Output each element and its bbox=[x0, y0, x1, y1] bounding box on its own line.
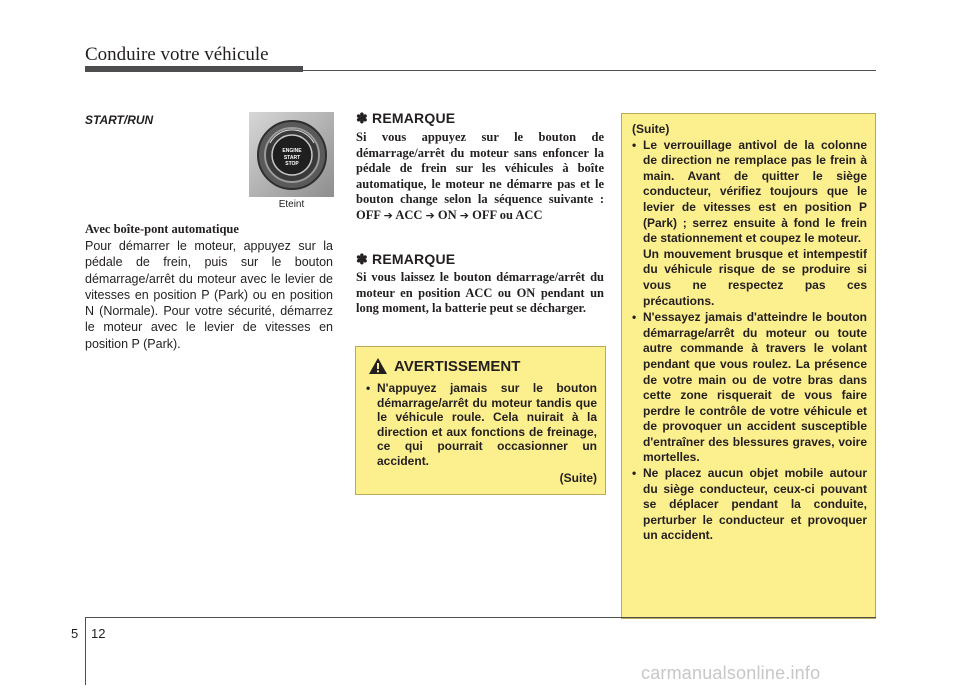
remark-title-1: ✽ REMARQUE bbox=[356, 110, 456, 126]
remark-1-text: Si vous appuyez sur le bouton de démarrage/arrêt du moteur sans enfoncer la pédale de frein sur les véhicules à boîte automatique, le moteur ne démarre pas et le bouton change selon la séquence suivante : OFF bbox=[356, 130, 604, 222]
page-number: 12 bbox=[91, 626, 106, 641]
bullet-icon: • bbox=[366, 381, 371, 395]
remark-title-2: ✽ REMARQUE bbox=[356, 251, 456, 267]
running-header-title: Conduire votre véhicule bbox=[85, 44, 269, 65]
warning-triangle-icon bbox=[368, 357, 388, 375]
watermark: carmanualsonline.info bbox=[641, 663, 821, 683]
arrow-icon: ➔ bbox=[425, 208, 435, 222]
button-lettering-stop: STOP bbox=[284, 160, 299, 167]
caution-item-text-3: Ne placez aucun objet mobile autour du siège conducteur, ceux-ci pouvant se déplacer pendant la conduite, perturber le conducteur et provoquer un accident. bbox=[643, 466, 867, 543]
footer-divider bbox=[85, 617, 86, 685]
warning-continued-label: (Suite) bbox=[559, 470, 597, 485]
warning-item-text: N'appuyez jamais sur le bouton démarrage/arrêt du moteur tandis que le véhicule roule. Cela nuirait à la direction et aux fonctions de freinage, ce qui pourrait occasionner un accident. bbox=[377, 381, 597, 468]
caution-item-1-extra: Un mouvement brusque et intempestif du véhicule risque de se produire si vous ne respectez pas ces précautions. bbox=[643, 246, 867, 308]
section-heading: START/RUN bbox=[85, 113, 154, 127]
subheading: Avec boîte-pont automatique bbox=[85, 222, 239, 236]
list-item bbox=[632, 466, 867, 544]
remark-text-2: Si vous laissez le bouton démarrage/arrêt du moteur en position ACC ou ON pendant un long moment, la batterie peut se décharger. bbox=[356, 270, 604, 315]
bullet-icon: • bbox=[632, 137, 637, 152]
caution-item-text-1: Le verrouillage antivol de la colonne de direction ne remplace pas le frein à main. Avant de quitter le siège conducteur, vérifiez toujours que le levier de vitesses est en position P (Park) ; serrez ensuite à fond le frein de stationnement et coupez le moteur. bbox=[643, 137, 867, 246]
list-item bbox=[366, 381, 597, 469]
list-item bbox=[632, 138, 867, 247]
list-item bbox=[632, 310, 867, 466]
start-button-figure bbox=[249, 112, 334, 210]
footer-rule bbox=[85, 617, 876, 618]
bullet-icon: • bbox=[632, 310, 637, 325]
warning-title: AVERTISSEMENT bbox=[394, 357, 521, 375]
continued-warning-box bbox=[621, 113, 876, 619]
start-stop-button-image bbox=[249, 112, 334, 197]
button-lettering-start: START bbox=[283, 154, 300, 161]
warning-list bbox=[366, 381, 597, 469]
header-rule bbox=[303, 70, 876, 71]
sequence-acc: ACC bbox=[395, 207, 426, 222]
remark-text-1 bbox=[356, 130, 604, 223]
header-accent-bar bbox=[85, 66, 303, 72]
instruction-paragraph: Pour démarrer le moteur, appuyez sur la pédale de frein, puis sur le bouton démarrage/arrêt du moteur avec le levier de vitesses en position P (Park) ou en position N (Normale). Pour votre sécurité, démarrez le moteur avec le levier de vitesses en position P (Park). bbox=[85, 239, 333, 351]
arrow-icon: ➔ bbox=[383, 208, 393, 222]
sequence-end: OFF ou ACC bbox=[468, 207, 543, 222]
warning-box bbox=[355, 346, 606, 495]
continued-label: (Suite) bbox=[632, 122, 670, 136]
arrow-icon: ➔ bbox=[459, 208, 469, 222]
caution-item-text-2: N'essayez jamais d'atteindre le bouton démarrage/arrêt du moteur ou toute autre commande à travers le volant pendant que vous roulez. La présence de votre main ou de votre bras dans cette zone risquerait de vous faire perdre le contrôle de votre véhicule et de provoquer un accident susceptible d'entraîner des blessures graves, voire mortelles. bbox=[643, 310, 867, 465]
warning-header bbox=[368, 357, 597, 375]
figure-caption: Eteint bbox=[278, 199, 305, 210]
bullet-icon: • bbox=[632, 466, 637, 481]
start-stop-button-icon bbox=[256, 119, 328, 191]
chapter-number: 5 bbox=[71, 626, 79, 641]
sequence-on: ON bbox=[434, 207, 460, 222]
button-lettering-engine: ENGINE bbox=[281, 147, 302, 154]
